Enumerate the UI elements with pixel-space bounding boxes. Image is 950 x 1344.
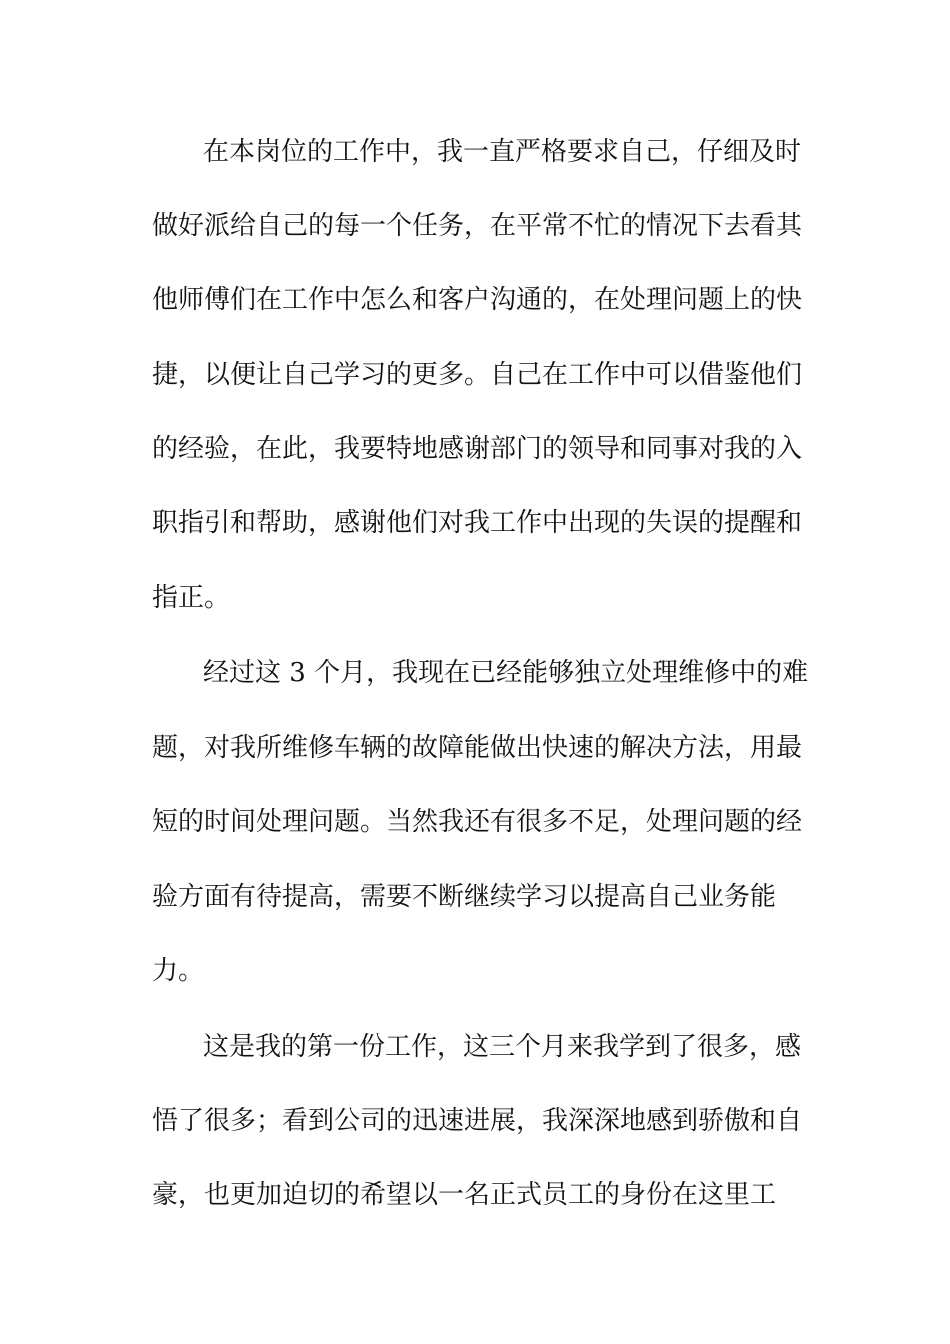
- paragraph-3-line-1: 这是我的第一份工作，这三个月来我学到了很多，感: [203, 1032, 802, 1062]
- paragraph-3-line-3: 豪，也更加迫切的希望以一名正式员工的身份在这里工: [152, 1180, 777, 1210]
- paragraph-1-line-4: 捷，以便让自己学习的更多。自己在工作中可以借鉴他们: [152, 360, 803, 390]
- paragraph-1-line-6: 职指引和帮助，感谢他们对我工作中出现的失误的提醒和: [152, 508, 803, 538]
- paragraph-2-line-4: 验方面有待提高，需要不断继续学习以提高自己业务能: [152, 882, 777, 912]
- paragraph-3-line-2: 悟了很多；看到公司的迅速进展，我深深地感到骄傲和自: [152, 1106, 803, 1136]
- paragraph-1-line-5: 的经验，在此，我要特地感谢部门的领导和同事对我的入: [152, 434, 803, 464]
- paragraph-2-line-5: 力。: [152, 956, 205, 986]
- paragraph-2-line-2: 题，对我所维修车辆的故障能做出快速的解决方法，用最: [152, 733, 803, 763]
- paragraph-1-line-2: 做好派给自己的每一个任务，在平常不忙的情况下去看其: [152, 211, 803, 241]
- paragraph-1-line-1: 在本岗位的工作中，我一直严格要求自己，仔细及时: [203, 137, 802, 167]
- paragraph-1-line-3: 他师傅们在工作中怎么和客户沟通的，在处理问题上的快: [152, 285, 803, 315]
- paragraph-1-line-7: 指正。: [152, 583, 231, 613]
- paragraph-2-line-1: 经过这 3 个月，我现在已经能够独立处理维修中的难: [203, 658, 809, 688]
- paragraph-2-line-3: 短的时间处理问题。当然我还有很多不足，处理问题的经: [152, 807, 803, 837]
